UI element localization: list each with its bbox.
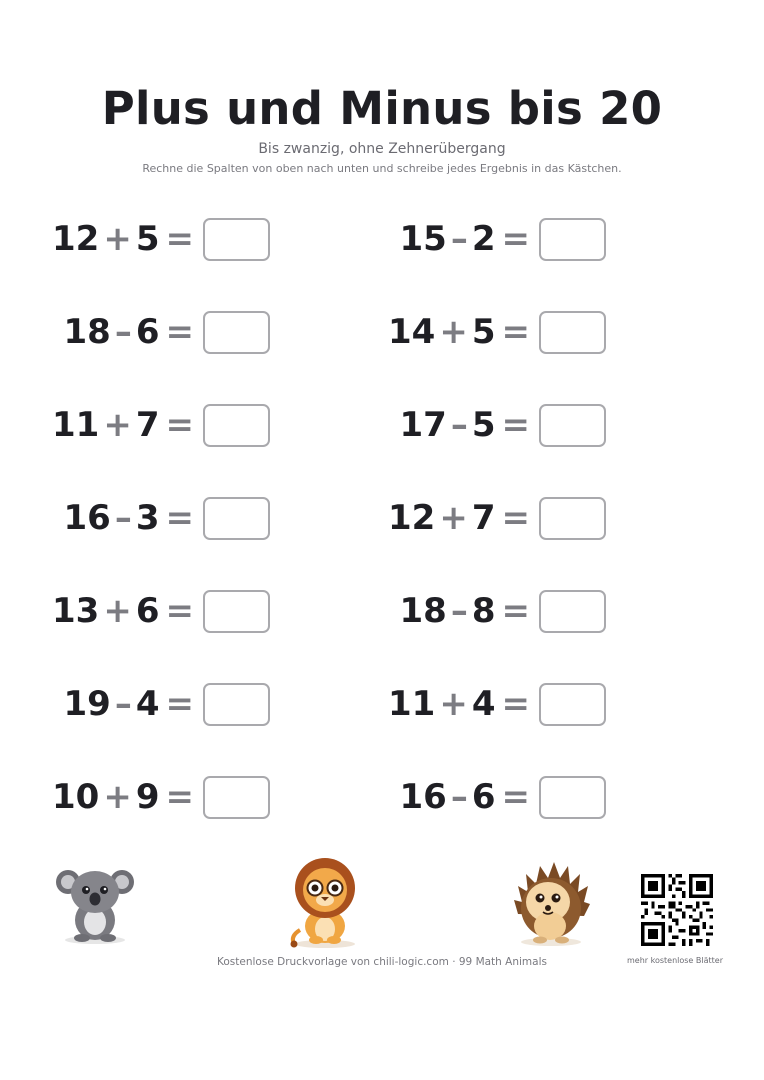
task-expression	[400, 218, 531, 261]
operand-b: 5	[135, 219, 160, 259]
operand-a: 16	[399, 777, 447, 817]
operator: –	[450, 219, 468, 259]
answer-box[interactable]	[203, 404, 270, 447]
lion-icon	[286, 856, 364, 948]
operand-a: 16	[63, 498, 111, 538]
operator: –	[114, 312, 132, 352]
task-row	[0, 497, 270, 540]
operator: –	[450, 777, 468, 817]
left-task-column	[0, 218, 270, 869]
operand-b: 6	[135, 312, 160, 352]
task-expression	[52, 776, 194, 819]
operand-b: 7	[471, 498, 496, 538]
operand-a: 14	[388, 312, 436, 352]
operand-b: 9	[135, 777, 160, 817]
koala-icon	[56, 862, 134, 944]
answer-box[interactable]	[203, 218, 270, 261]
equals-sign: =	[165, 591, 194, 631]
answer-box[interactable]	[539, 590, 606, 633]
equals-sign: =	[165, 684, 194, 724]
operand-a: 13	[52, 591, 100, 631]
task-row	[0, 683, 270, 726]
operator: –	[450, 591, 468, 631]
task-expression	[388, 497, 530, 540]
task-expression	[64, 683, 195, 726]
operand-b: 6	[471, 777, 496, 817]
equals-sign: =	[501, 219, 530, 259]
operand-a: 11	[388, 684, 436, 724]
task-row	[0, 311, 270, 354]
equals-sign: =	[165, 498, 194, 538]
operand-a: 18	[63, 312, 111, 352]
answer-box[interactable]	[539, 404, 606, 447]
equals-sign: =	[165, 219, 194, 259]
equals-sign: =	[501, 777, 530, 817]
task-expression	[400, 776, 531, 819]
footer-credit: Kostenlose Druckvorlage von chili-logic.com · 99 Math Animals	[217, 956, 547, 968]
qr-code[interactable]	[641, 874, 713, 946]
answer-box[interactable]	[203, 311, 270, 354]
operator: +	[439, 312, 468, 352]
operator: +	[103, 777, 132, 817]
equals-sign: =	[501, 591, 530, 631]
operand-a: 12	[388, 498, 436, 538]
task-expression	[52, 218, 194, 261]
instructions: Rechne die Spalten von oben nach unten und schreibe jedes Ergebnis in das Kästchen.	[142, 162, 622, 175]
equals-sign: =	[501, 405, 530, 445]
task-row	[336, 311, 606, 354]
task-row	[336, 776, 606, 819]
operator: +	[439, 684, 468, 724]
task-expression	[400, 590, 531, 633]
operator: +	[103, 405, 132, 445]
task-row	[0, 404, 270, 447]
qr-caption: mehr kostenlose Blätter	[626, 956, 723, 965]
task-expression	[400, 404, 531, 447]
task-row	[0, 776, 270, 819]
operand-a: 15	[399, 219, 447, 259]
operand-a: 17	[399, 405, 447, 445]
operand-b: 4	[471, 684, 496, 724]
operator: –	[450, 405, 468, 445]
answer-box[interactable]	[203, 497, 270, 540]
equals-sign: =	[165, 312, 194, 352]
answer-box[interactable]	[539, 776, 606, 819]
equals-sign: =	[165, 405, 194, 445]
answer-box[interactable]	[203, 590, 270, 633]
operator: –	[114, 498, 132, 538]
operand-b: 5	[471, 405, 496, 445]
equals-sign: =	[501, 684, 530, 724]
answer-box[interactable]	[539, 683, 606, 726]
answer-box[interactable]	[539, 311, 606, 354]
operator: +	[103, 219, 132, 259]
answer-box[interactable]	[539, 497, 606, 540]
operand-b: 2	[471, 219, 496, 259]
operand-b: 5	[471, 312, 496, 352]
operand-a: 12	[52, 219, 100, 259]
task-row	[336, 218, 606, 261]
operand-b: 7	[135, 405, 160, 445]
operator: –	[114, 684, 132, 724]
task-expression	[52, 404, 194, 447]
task-row	[336, 497, 606, 540]
operand-a: 10	[52, 777, 100, 817]
operator: +	[439, 498, 468, 538]
operand-b: 4	[135, 684, 160, 724]
operand-b: 6	[135, 591, 160, 631]
task-row	[336, 590, 606, 633]
operand-a: 11	[52, 405, 100, 445]
task-row	[0, 218, 270, 261]
operand-b: 3	[135, 498, 160, 538]
task-row	[336, 683, 606, 726]
page-title: Plus und Minus bis 20	[101, 82, 663, 135]
task-expression	[64, 311, 195, 354]
equals-sign: =	[501, 498, 530, 538]
equals-sign: =	[165, 777, 194, 817]
task-expression	[52, 590, 194, 633]
task-expression	[388, 311, 530, 354]
task-expression	[388, 683, 530, 726]
operator: +	[103, 591, 132, 631]
answer-box[interactable]	[203, 776, 270, 819]
operand-a: 18	[399, 591, 447, 631]
task-row	[0, 590, 270, 633]
right-task-column	[336, 218, 606, 869]
operand-a: 19	[63, 684, 111, 724]
operand-b: 8	[471, 591, 496, 631]
answer-box[interactable]	[539, 218, 606, 261]
task-row	[336, 404, 606, 447]
task-expression	[64, 497, 195, 540]
equals-sign: =	[501, 312, 530, 352]
hedgehog-icon	[510, 856, 592, 946]
page-subtitle: Bis zwanzig, ohne Zehnerübergang	[258, 141, 506, 157]
answer-box[interactable]	[203, 683, 270, 726]
